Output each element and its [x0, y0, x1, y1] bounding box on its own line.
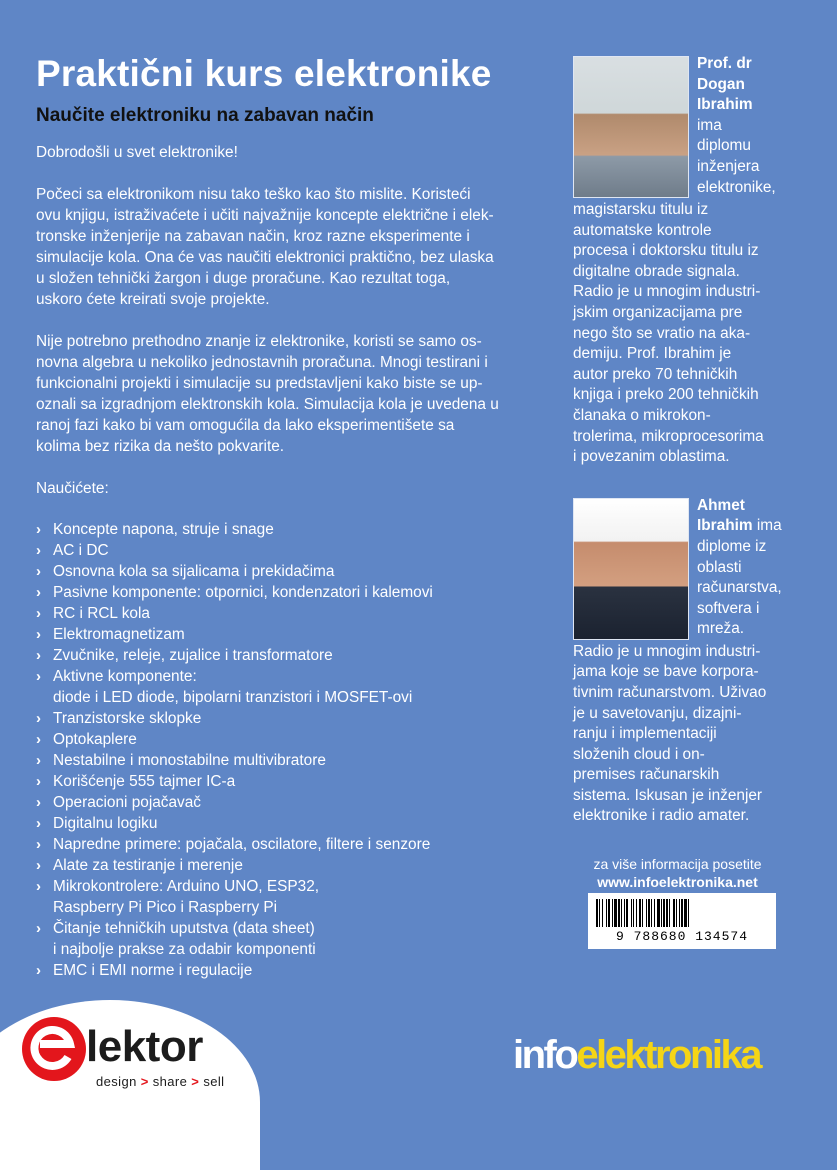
topic-text: Tranzistorske sklopke [53, 710, 202, 727]
chevron-right-icon: › [36, 626, 41, 643]
bio-line: diplome iz [697, 537, 767, 555]
bio-line: i povezanim oblastima. [573, 448, 730, 466]
author-name: Ibrahim ima [697, 517, 782, 535]
bio-line: mreža. [697, 620, 745, 638]
bio-line: je u savetovanju, dizajni- [573, 704, 742, 722]
bio-line: digitalne obrade signala. [573, 262, 740, 280]
chevron-right-icon: › [36, 836, 41, 853]
barcode-bar [654, 899, 655, 927]
chevron-right-icon: › [36, 815, 41, 832]
bio-line: ima [697, 116, 722, 134]
barcode-bar [631, 899, 632, 927]
author-photo-ahmet [573, 498, 689, 640]
topic-text: Mikrokontrolere: Arduino UNO, ESP32, [53, 878, 320, 895]
chevron-right-icon: › [36, 563, 41, 580]
bio-line: premises računarskih [573, 766, 720, 784]
paragraph-line: funkcionalni projekti i simulacije su predstavljeni kako biste se up- [36, 375, 483, 392]
topic-item [36, 624, 546, 645]
bio-line: autor preko 70 tehničkih [573, 365, 738, 383]
bio-line: demiju. Prof. Ibrahim je [573, 345, 732, 363]
topic-text: Raspberry Pi Pico i Raspberry Pi [53, 899, 278, 916]
barcode-bar [602, 899, 603, 927]
chevron-right-icon: › [36, 857, 41, 874]
topic-text: Korišćenje 555 tajmer IC-a [53, 773, 236, 790]
topic-item [36, 603, 546, 624]
topic-item [36, 666, 546, 708]
chevron-right-icon: › [36, 962, 41, 979]
author-column [573, 54, 813, 827]
bio-line: knjiga i preko 200 tehničkih [573, 386, 759, 404]
welcome-text: Dobrodošli u svet elektronike! [36, 144, 238, 161]
intro-paragraph-2 [36, 331, 546, 457]
chevron-right-icon: › [36, 731, 41, 748]
topic-text: Napredne primere: pojačala, oscilatore, filtere i senzore [53, 836, 431, 853]
bio-line: softvera i [697, 599, 760, 617]
topic-item [36, 645, 546, 666]
chevron-right-icon: › [36, 605, 41, 622]
bio-line: diplomu [697, 137, 751, 155]
author-name-suffix: ima [752, 517, 782, 535]
author-name: Dogan [697, 75, 745, 93]
topic-text: Osnovna kola sa sijalicama i prekidačima [53, 563, 335, 580]
paragraph-line: simulacije kola. Ona će vas naučiti elektronici praktično, bez ulaska [36, 249, 494, 266]
logo-elektronika-part: elektronika [576, 1033, 761, 1077]
paragraph-line: oznali sa izgradnjom elektronskih kola. Simulacija kola je uvedena u [36, 396, 499, 413]
logo-info-part: info [513, 1033, 577, 1077]
chevron-right-icon: › [36, 878, 41, 895]
topic-item [36, 792, 546, 813]
author-name: Prof. dr [697, 55, 752, 72]
barcode-bar [684, 899, 687, 927]
more-info [585, 855, 770, 891]
paragraph-line: Počeci sa elektronikom nisu tako teško kao što mislite. Koristeći [36, 186, 471, 203]
topic-text: EMC i EMI norme i regulacije [53, 962, 253, 979]
topics-list [36, 519, 546, 981]
intro-paragraph-1 [36, 184, 546, 310]
topic-text: Pasivne komponente: otpornici, kondenzatori i kalemovi [53, 584, 433, 601]
barcode-bar [606, 899, 607, 927]
topic-text: Nestabilne i monostabilne multivibratore [53, 752, 326, 769]
barcode-bar [624, 899, 625, 927]
barcode-bar [626, 899, 628, 927]
barcode-bar [614, 899, 617, 927]
topic-item [36, 960, 546, 981]
bio-line: sistema. Iskusan je inženjer [573, 786, 763, 804]
elektor-logo-text: lektor [86, 1022, 203, 1071]
author-name: Ibrahim [697, 96, 753, 114]
barcode-bar [642, 899, 643, 927]
paragraph-line: tronske inženjerije na zabavan način, kroz razne eksperimente i [36, 228, 470, 245]
isbn-number: 9 788680 134574 [615, 929, 749, 944]
barcode-bar [646, 899, 647, 927]
bio-line: Radio je u mnogim industri- [573, 283, 761, 301]
barcode-bar [688, 899, 689, 927]
barcode-bar [676, 899, 677, 927]
chevron-right-icon: › [36, 542, 41, 559]
topic-text: Zvučnike, releje, zujalice i transformatore [53, 647, 333, 664]
bio-line: oblasti [697, 558, 742, 576]
barcode-bar [639, 899, 641, 927]
barcode-bar [621, 899, 622, 927]
bio-line: složenih cloud i on- [573, 745, 705, 763]
bio-line: računarstva, [697, 579, 782, 597]
chevron-right-icon: › [36, 710, 41, 727]
paragraph-line: ovu knjigu, istraživaćete i učiti najvažnije koncepte električne i elek- [36, 207, 494, 224]
book-subtitle: Naučite elektroniku na zabavan način [36, 105, 374, 126]
topic-item [36, 540, 546, 561]
topic-item [36, 729, 546, 750]
paragraph-line: Nije potrebno prethodno znanje iz elektronike, koristi se samo os- [36, 333, 482, 350]
bio-line: Radio je u mnogim industri- [573, 642, 761, 660]
tagline-sell: sell [203, 1074, 225, 1089]
topic-item [36, 561, 546, 582]
barcode-bar [673, 899, 675, 927]
topic-text: Optokaplere [53, 731, 137, 748]
paragraph-line: ranoj fazi kako bi vam omogućila da lako eksperimentišete sa [36, 417, 455, 434]
chevron-right-icon: › [36, 584, 41, 601]
barcode-bar [669, 899, 670, 927]
barcode-bars [594, 899, 770, 927]
barcode-bar [679, 899, 680, 927]
tagline-design: design [96, 1074, 137, 1089]
topic-item [36, 834, 546, 855]
topic-text: RC i RCL kola [53, 605, 150, 622]
paragraph-line: u složen tehnički žargon i duge proračune. Kao rezultat toga, [36, 270, 451, 287]
topic-text: Elektromagnetizam [53, 626, 185, 643]
topic-item [36, 813, 546, 834]
topic-item [36, 876, 546, 918]
bio-line: elektronike i radio amater. [573, 807, 750, 825]
barcode-bar [657, 899, 660, 927]
bio-line: trolerima, mikroprocesorima [573, 427, 764, 445]
topic-text: Operacioni pojačavač [53, 794, 202, 811]
elektor-e-icon [22, 1017, 86, 1081]
topic-item [36, 771, 546, 792]
topic-text: AC i DC [53, 542, 109, 559]
tagline-share: share [152, 1074, 188, 1089]
bio-line: članaka o mikrokon- [573, 406, 711, 424]
chevron-right-icon: › [36, 773, 41, 790]
bio-line: elektronike, [697, 178, 776, 196]
paragraph-line: uskoro ćete kreirati svoje projekte. [36, 291, 270, 308]
tagline-separator: > [140, 1074, 149, 1089]
topic-text: Čitanje tehničkih uputstva (data sheet) [53, 920, 315, 937]
topic-item [36, 750, 546, 771]
topic-text: Alate za testiranje i merenje [53, 857, 243, 874]
infoelektronika-logo [513, 1030, 760, 1080]
topic-text: Koncepte napona, struje i snage [53, 521, 274, 538]
bio-line: ranju i implementaciji [573, 725, 717, 743]
bio-line: procesa i doktorsku titulu iz [573, 242, 759, 260]
elektor-tagline [96, 1074, 224, 1089]
bio-line: tivnim računarstvom. Uživao [573, 683, 767, 701]
bio-line: automatske kontrole [573, 221, 712, 239]
barcode-bar [618, 899, 620, 927]
topic-text: Aktivne komponente: [53, 668, 197, 685]
chevron-right-icon: › [36, 521, 41, 538]
barcode-bar [666, 899, 668, 927]
barcode-bar [612, 899, 613, 927]
paragraph-line: novna algebra u nekoliko jednostavnih proračuna. Mnogi testirani i [36, 354, 488, 371]
topic-item [36, 519, 546, 540]
barcode [588, 893, 776, 949]
barcode-bar [651, 899, 652, 927]
barcode-bar [636, 899, 637, 927]
barcode-bar [599, 899, 600, 927]
learn-heading: Naučićete: [36, 480, 109, 497]
topic-item [36, 708, 546, 729]
barcode-bar [661, 899, 662, 927]
chevron-right-icon: › [36, 752, 41, 769]
main-column [36, 52, 546, 981]
topic-text: i najbolje prakse za odabir komponenti [53, 941, 316, 958]
chevron-right-icon: › [36, 794, 41, 811]
bio-line: jskim organizacijama pre [573, 303, 743, 321]
author-bio-dogan [573, 54, 813, 468]
bio1-text [573, 200, 813, 468]
barcode-bar [596, 899, 598, 927]
author-name: Ahmet [697, 496, 745, 514]
author-bio-ahmet [573, 496, 813, 827]
bio-line: jama koje se bave korpora- [573, 663, 759, 681]
topic-item [36, 855, 546, 876]
bio-line: inženjera [697, 157, 760, 175]
chevron-right-icon: › [36, 668, 41, 685]
tagline-separator: > [191, 1074, 200, 1089]
topic-text: diode i LED diode, bipolarni tranzistori i MOSFET-ovi [53, 689, 413, 706]
barcode-bar [681, 899, 683, 927]
barcode-bar [633, 899, 634, 927]
barcode-bar [648, 899, 650, 927]
chevron-right-icon: › [36, 647, 41, 664]
chevron-right-icon: › [36, 920, 41, 937]
book-title: Praktični kurs elektronike [36, 53, 492, 94]
barcode-bar [663, 899, 665, 927]
author-photo-dogan [573, 56, 689, 198]
website-link[interactable]: www.infoelektronika.net [597, 874, 758, 890]
paragraph-line: kolima bez rizika da nešto pokvarite. [36, 438, 285, 455]
topic-item [36, 918, 546, 960]
bio-line: magistarsku titulu iz [573, 201, 709, 218]
more-info-text: za više informacija posetite [593, 856, 762, 872]
topic-text: Digitalnu logiku [53, 815, 158, 832]
barcode-bar [608, 899, 610, 927]
bio2-text [573, 642, 813, 827]
topic-item [36, 582, 546, 603]
bio-line: nego što se vratio na aka- [573, 324, 751, 342]
